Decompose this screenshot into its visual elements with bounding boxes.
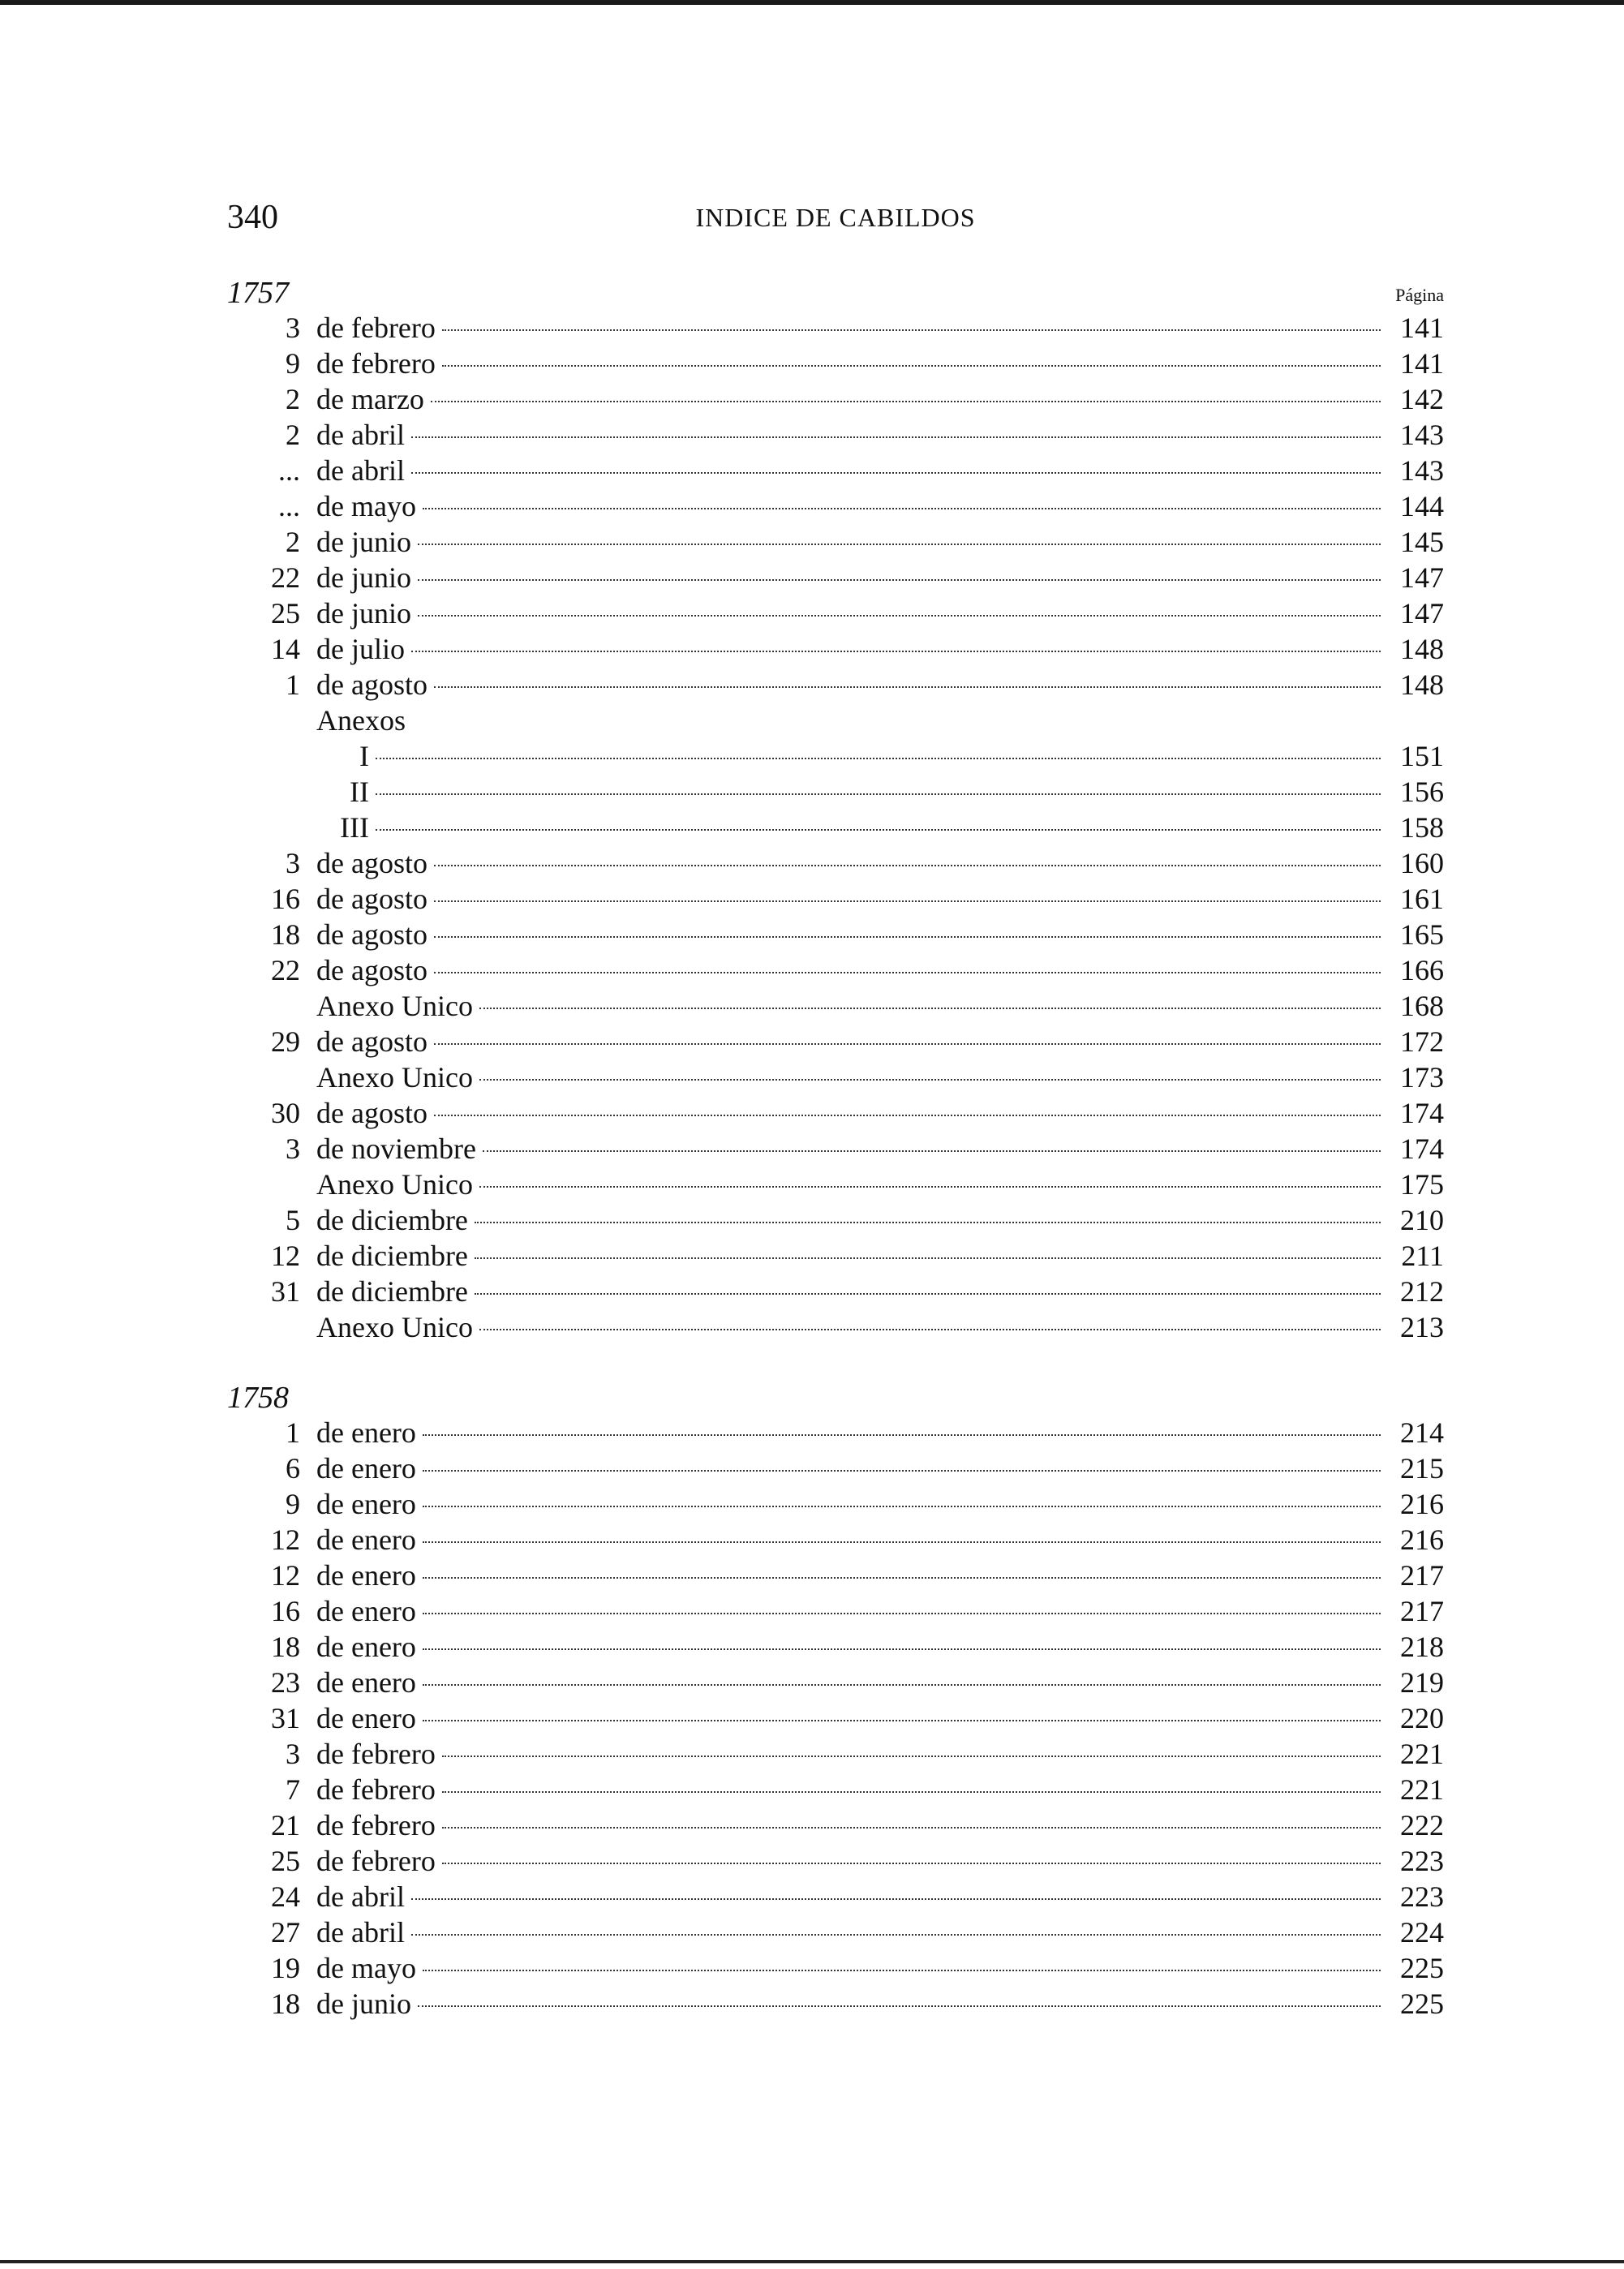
entry-page: 174 <box>1400 1097 1444 1129</box>
dot-leader <box>475 1293 1381 1295</box>
entry-page: 141 <box>1400 312 1444 344</box>
annex-entry-row <box>227 1309 1444 1345</box>
dot-leader <box>418 579 1381 581</box>
entry-label: de diciembre <box>316 1275 468 1308</box>
dot-leader <box>423 1541 1381 1543</box>
entry-day: 19 <box>271 1952 300 1984</box>
entry-page: 215 <box>1400 1452 1444 1485</box>
index-entry-row <box>227 1486 1444 1522</box>
dot-leader <box>423 1648 1381 1650</box>
entry-label: de abril <box>316 419 405 451</box>
entry-day: 16 <box>271 883 300 915</box>
year-heading: 1757 <box>227 276 289 310</box>
entry-page: 160 <box>1400 847 1444 879</box>
year-section <box>227 1381 1444 2022</box>
index-entry-row <box>227 346 1444 381</box>
index-entry-row <box>227 381 1444 417</box>
entry-label: de noviembre <box>316 1132 476 1165</box>
entry-label: de agosto <box>316 883 427 915</box>
entry-day: 1 <box>286 1416 300 1449</box>
index-entry-row <box>227 1274 1444 1309</box>
index-entry-row <box>227 1024 1444 1059</box>
entry-page: 219 <box>1400 1666 1444 1699</box>
entry-label: de febrero <box>316 1809 436 1841</box>
entry-day: 29 <box>271 1025 300 1058</box>
entry-day: 9 <box>286 347 300 380</box>
index-entry-row <box>227 595 1444 631</box>
index-entry-row <box>227 310 1444 346</box>
dot-leader <box>423 1577 1381 1579</box>
index-entry-row <box>227 952 1444 988</box>
annex-item-row <box>227 810 1444 845</box>
entry-label: de agosto <box>316 1025 427 1058</box>
index-entry-row <box>227 1202 1444 1238</box>
index-of-cabildos <box>227 276 1444 2022</box>
entry-page: 225 <box>1400 1988 1444 2020</box>
dot-leader <box>442 365 1381 367</box>
index-entry-row <box>227 917 1444 952</box>
entry-day: 21 <box>271 1809 300 1841</box>
entry-page: 161 <box>1400 883 1444 915</box>
dot-leader <box>411 472 1381 474</box>
entry-label: Anexo Unico <box>316 1168 473 1201</box>
annex-item-row <box>227 774 1444 810</box>
dot-leader <box>434 865 1381 866</box>
dot-leader <box>418 544 1381 545</box>
entry-day: 5 <box>286 1204 300 1236</box>
entry-label: de junio <box>316 561 411 594</box>
annex-item-row <box>227 738 1444 774</box>
entry-page: 141 <box>1400 347 1444 380</box>
entry-day: 12 <box>271 1559 300 1592</box>
entry-day: 27 <box>271 1916 300 1949</box>
entry-label: Anexo Unico <box>316 1311 473 1343</box>
entry-page: 156 <box>1400 776 1444 808</box>
index-entry-row <box>227 560 1444 595</box>
entry-page: 173 <box>1400 1061 1444 1094</box>
dot-leader <box>423 1613 1381 1614</box>
dot-leader <box>411 1898 1381 1900</box>
index-entry-row <box>227 845 1444 881</box>
index-entry-row <box>227 667 1444 703</box>
entry-page: 210 <box>1400 1204 1444 1236</box>
dot-leader <box>475 1222 1381 1223</box>
index-entry-row <box>227 1950 1444 1986</box>
dot-leader <box>376 793 1381 795</box>
entry-label: de febrero <box>316 1845 436 1877</box>
entry-day: 31 <box>271 1275 300 1308</box>
index-entry-row <box>227 1238 1444 1274</box>
dot-leader <box>411 436 1381 438</box>
entry-page: 212 <box>1400 1275 1444 1308</box>
annex-group-heading: Anexos <box>316 704 406 737</box>
index-entry-row <box>227 488 1444 524</box>
index-entry-row <box>227 1843 1444 1879</box>
bottom-scan-edge <box>0 2260 1624 2263</box>
entry-label: de abril <box>316 454 405 487</box>
entry-page: 175 <box>1400 1168 1444 1201</box>
index-entry-row <box>227 1522 1444 1558</box>
entry-day: 2 <box>286 526 300 558</box>
index-entry-row <box>227 1700 1444 1736</box>
entry-page: 147 <box>1400 597 1444 630</box>
entry-page: 148 <box>1400 633 1444 665</box>
entry-page: 224 <box>1400 1916 1444 1949</box>
index-entry-row <box>227 1629 1444 1665</box>
year-heading: 1758 <box>227 1381 289 1415</box>
dot-leader <box>418 615 1381 617</box>
dot-leader <box>376 829 1381 831</box>
entry-page: 166 <box>1400 954 1444 986</box>
entry-day: 22 <box>271 561 300 594</box>
entry-label: de junio <box>316 1988 411 2020</box>
dot-leader <box>423 1970 1381 1971</box>
entry-label: de enero <box>316 1631 416 1663</box>
entry-day: 3 <box>286 1738 300 1770</box>
annex-entry-row <box>227 988 1444 1024</box>
entry-label: de enero <box>316 1488 416 1520</box>
index-entry-row <box>227 1415 1444 1450</box>
entry-label: de febrero <box>316 347 436 380</box>
dot-leader <box>423 1684 1381 1686</box>
entry-page: 221 <box>1400 1738 1444 1770</box>
entry-day: 3 <box>286 1132 300 1165</box>
entry-day: 22 <box>271 954 300 986</box>
entry-label: de abril <box>316 1916 405 1949</box>
entry-day: 18 <box>271 918 300 951</box>
entry-label: de junio <box>316 597 411 630</box>
entry-day: 2 <box>286 419 300 451</box>
dot-leader <box>442 1755 1381 1757</box>
entry-day: 16 <box>271 1595 300 1627</box>
entry-day: 25 <box>271 597 300 630</box>
dot-leader <box>434 972 1381 973</box>
running-title: INDICE DE CABILDOS <box>695 203 976 232</box>
year-section <box>227 276 1444 1345</box>
entry-label: de enero <box>316 1523 416 1556</box>
dot-leader <box>434 686 1381 688</box>
entry-label: de julio <box>316 633 405 665</box>
page-number: 340 <box>227 199 278 236</box>
index-entry-row <box>227 1131 1444 1167</box>
entry-label: Anexo Unico <box>316 1061 473 1094</box>
dot-leader <box>423 508 1381 509</box>
entry-label: de marzo <box>316 383 424 415</box>
entry-page: 143 <box>1400 454 1444 487</box>
year-heading-row <box>227 1381 1444 1415</box>
entry-day: 6 <box>286 1452 300 1485</box>
dot-leader <box>431 401 1381 402</box>
dot-leader <box>423 1434 1381 1436</box>
index-entry-row <box>227 1914 1444 1950</box>
dot-leader <box>475 1257 1381 1259</box>
entry-page: 221 <box>1400 1773 1444 1806</box>
annex-numeral: III <box>340 811 369 844</box>
index-entry-row <box>227 631 1444 667</box>
annex-entry-row <box>227 1059 1444 1095</box>
entry-label: de febrero <box>316 1738 436 1770</box>
entry-label: de agosto <box>316 668 427 701</box>
entry-label: de febrero <box>316 312 436 344</box>
entry-day: 24 <box>271 1880 300 1913</box>
dot-leader <box>434 936 1381 938</box>
entry-page: 145 <box>1400 526 1444 558</box>
annex-group-heading-row <box>227 703 1444 738</box>
entry-label: de enero <box>316 1666 416 1699</box>
entry-day: 12 <box>271 1523 300 1556</box>
index-entry-row <box>227 1558 1444 1593</box>
entry-day: 9 <box>286 1488 300 1520</box>
entry-page: 168 <box>1400 990 1444 1022</box>
entry-page: 217 <box>1400 1559 1444 1592</box>
entry-day: 3 <box>286 312 300 344</box>
entry-label: de enero <box>316 1702 416 1734</box>
annex-numeral: II <box>350 776 369 808</box>
entry-label: de diciembre <box>316 1204 468 1236</box>
entry-page: 216 <box>1400 1488 1444 1520</box>
index-entry-row <box>227 1665 1444 1700</box>
index-entry-row <box>227 1593 1444 1629</box>
entry-page: 143 <box>1400 419 1444 451</box>
entry-day: 18 <box>271 1988 300 2020</box>
entry-page: 165 <box>1400 918 1444 951</box>
dot-leader <box>411 651 1381 652</box>
index-entry-row <box>227 1807 1444 1843</box>
entry-day: 14 <box>271 633 300 665</box>
entry-page: 211 <box>1401 1240 1444 1272</box>
entry-day: 3 <box>286 847 300 879</box>
entry-day: 30 <box>271 1097 300 1129</box>
entry-day: 7 <box>286 1773 300 1806</box>
entry-label: de enero <box>316 1595 416 1627</box>
index-entry-row <box>227 1772 1444 1807</box>
entry-day: 18 <box>271 1631 300 1663</box>
dot-leader <box>442 1863 1381 1864</box>
entry-page: 216 <box>1400 1523 1444 1556</box>
entry-day: 31 <box>271 1702 300 1734</box>
top-scan-edge <box>0 0 1624 5</box>
index-entry-row <box>227 524 1444 560</box>
dot-leader <box>442 329 1381 331</box>
entry-page: 142 <box>1400 383 1444 415</box>
entry-label: de agosto <box>316 847 427 879</box>
dot-leader <box>442 1827 1381 1829</box>
entry-label: de agosto <box>316 1097 427 1129</box>
entry-day: 23 <box>271 1666 300 1699</box>
entry-page: 174 <box>1400 1132 1444 1165</box>
index-entry-row <box>227 1736 1444 1772</box>
entry-label: de enero <box>316 1559 416 1592</box>
year-heading-row <box>227 276 1444 310</box>
dot-leader <box>442 1791 1381 1793</box>
entry-label: de enero <box>316 1452 416 1485</box>
entry-page: 218 <box>1400 1631 1444 1663</box>
entry-label: de enero <box>316 1416 416 1449</box>
column-heading: Página <box>1395 285 1444 305</box>
entry-label: de mayo <box>316 1952 416 1984</box>
index-entry-row <box>227 453 1444 488</box>
index-entry-row <box>227 1986 1444 2022</box>
index-entry-row <box>227 881 1444 917</box>
entry-page: 214 <box>1400 1416 1444 1449</box>
dot-leader <box>376 758 1381 759</box>
index-entry-row <box>227 1095 1444 1131</box>
entry-label: de mayo <box>316 490 416 522</box>
dot-leader <box>483 1150 1381 1152</box>
entry-page: 225 <box>1400 1952 1444 1984</box>
dot-leader <box>479 1079 1381 1081</box>
entry-day: ... <box>278 490 300 522</box>
dot-leader <box>479 1186 1381 1188</box>
dot-leader <box>423 1720 1381 1721</box>
page-header <box>227 193 1444 242</box>
dot-leader <box>479 1329 1381 1330</box>
entry-label: de abril <box>316 1880 405 1913</box>
index-entry-row <box>227 417 1444 453</box>
index-entry-row <box>227 1879 1444 1914</box>
entry-label: de diciembre <box>316 1240 468 1272</box>
dot-leader <box>434 900 1381 902</box>
entry-page: 213 <box>1400 1311 1444 1343</box>
dot-leader <box>479 1008 1381 1009</box>
entry-page: 158 <box>1400 811 1444 844</box>
entry-page: 223 <box>1400 1880 1444 1913</box>
entry-page: 151 <box>1400 740 1444 772</box>
entry-day: 12 <box>271 1240 300 1272</box>
annex-numeral: I <box>359 740 369 772</box>
entry-label: de agosto <box>316 918 427 951</box>
entry-label: Anexo Unico <box>316 990 473 1022</box>
annex-entry-row <box>227 1167 1444 1202</box>
dot-leader <box>423 1506 1381 1507</box>
entry-page: 222 <box>1400 1809 1444 1841</box>
entry-label: de agosto <box>316 954 427 986</box>
entry-page: 147 <box>1400 561 1444 594</box>
entry-day: 2 <box>286 383 300 415</box>
entry-page: 148 <box>1400 668 1444 701</box>
entry-page: 172 <box>1400 1025 1444 1058</box>
entry-page: 223 <box>1400 1845 1444 1877</box>
entry-day: 25 <box>271 1845 300 1877</box>
entry-day: ... <box>278 454 300 487</box>
entry-page: 220 <box>1400 1702 1444 1734</box>
dot-leader <box>423 1470 1381 1472</box>
dot-leader <box>411 1934 1381 1936</box>
entry-page: 217 <box>1400 1595 1444 1627</box>
dot-leader <box>434 1043 1381 1045</box>
entry-page: 144 <box>1400 490 1444 522</box>
entry-day: 1 <box>286 668 300 701</box>
dot-leader <box>418 2005 1381 2007</box>
entry-label: de febrero <box>316 1773 436 1806</box>
index-entry-row <box>227 1450 1444 1486</box>
dot-leader <box>434 1115 1381 1116</box>
entry-label: de junio <box>316 526 411 558</box>
